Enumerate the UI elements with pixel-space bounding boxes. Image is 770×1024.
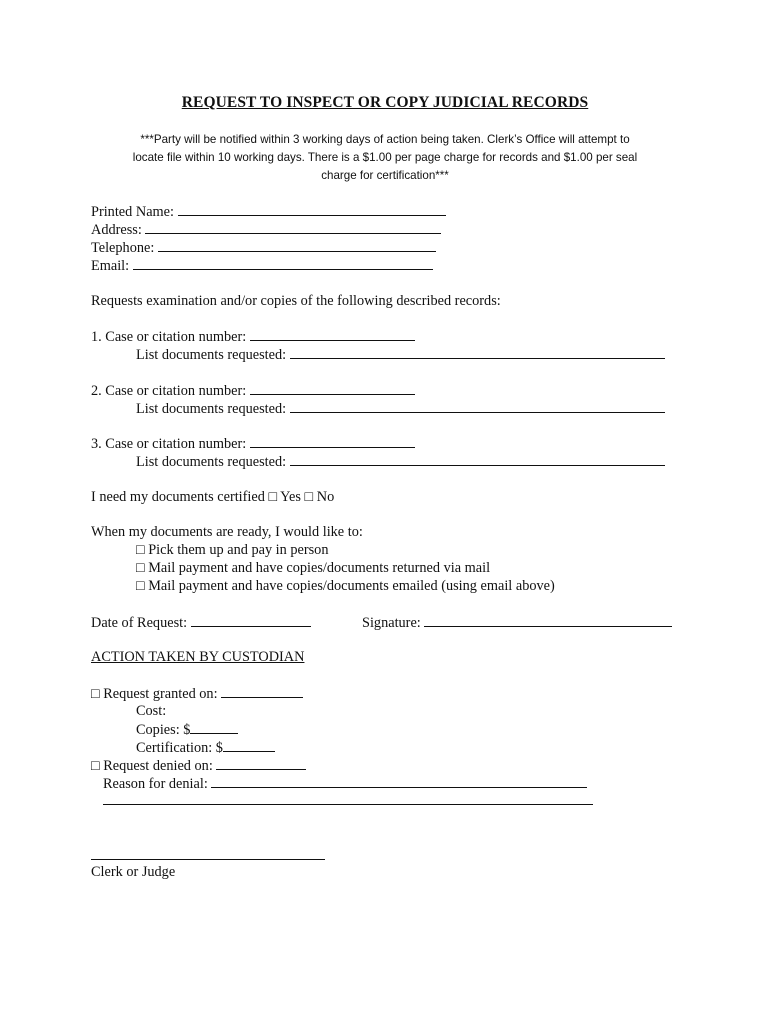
- documents-requested-label: List documents requested:: [136, 347, 287, 363]
- action-heading: ACTION TAKEN BY CUSTODIAN: [91, 649, 305, 665]
- notice-line: ***Party will be notified within 3 working days of action being taken. Clerk’s Office will attempt to: [140, 133, 630, 146]
- date-of-request-field: [91, 613, 311, 632]
- notice-line: charge for certification***: [321, 169, 449, 182]
- printed-name-field: [91, 202, 446, 221]
- signature-label: Signature:: [362, 615, 421, 631]
- case-number-field: [91, 381, 415, 400]
- clerk-signature-line[interactable]: [91, 859, 325, 860]
- documents-requested-input[interactable]: [290, 345, 665, 359]
- requests-intro: Requests examination and/or copies of the following described records:: [91, 293, 501, 309]
- copies-field: [136, 720, 238, 739]
- documents-requested-field: [136, 452, 665, 471]
- request-granted-checkbox[interactable]: □ Request granted on:: [91, 686, 218, 702]
- telephone-field: [91, 238, 436, 257]
- request-denied-field: [91, 756, 306, 775]
- documents-requested-label: List documents requested:: [136, 454, 287, 470]
- mail-return-option-checkbox[interactable]: □ Mail payment and have copies/documents returned via mail: [136, 560, 491, 576]
- certified-label: I need my documents certified: [91, 489, 265, 505]
- email-input[interactable]: [133, 256, 433, 270]
- notice-line: locate file within 10 working days. There is a $1.00 per page charge for records and $1.00 per seal: [132, 151, 638, 164]
- address-label: Address:: [91, 222, 142, 238]
- signature-field: [362, 613, 672, 632]
- copies-label: Copies: $: [136, 722, 191, 738]
- case-number-input[interactable]: [250, 434, 415, 448]
- request-denied-input[interactable]: [216, 756, 306, 770]
- date-of-request-label: Date of Request:: [91, 615, 188, 631]
- pickup-option-checkbox[interactable]: □ Pick them up and pay in person: [136, 542, 329, 558]
- denial-reason-field: [103, 774, 587, 793]
- email-field: [91, 256, 433, 275]
- documents-requested-field: [136, 399, 665, 418]
- delivery-intro: When my documents are ready, I would like to:: [91, 524, 363, 540]
- certification-field: [136, 738, 275, 757]
- copies-input[interactable]: [190, 720, 238, 734]
- telephone-label: Telephone:: [91, 240, 155, 256]
- address-input[interactable]: [145, 220, 441, 234]
- denial-reason-continuation-line[interactable]: [103, 804, 593, 805]
- request-granted-field: [91, 684, 303, 703]
- request-denied-checkbox[interactable]: □ Request denied on:: [91, 758, 213, 774]
- clerk-or-judge-label: Clerk or Judge: [91, 864, 176, 880]
- printed-name-label: Printed Name:: [91, 204, 174, 220]
- case-number-label: 3. Case or citation number:: [91, 436, 247, 452]
- denial-reason-label: Reason for denial:: [103, 776, 208, 792]
- signature-input[interactable]: [424, 613, 672, 627]
- notice-text: [90, 131, 680, 185]
- denial-reason-input[interactable]: [211, 774, 587, 788]
- date-of-request-input[interactable]: [191, 613, 311, 627]
- case-number-input[interactable]: [250, 381, 415, 395]
- form-title: REQUEST TO INSPECT OR COPY JUDICIAL RECORDS: [181, 94, 589, 111]
- case-number-label: 2. Case or citation number:: [91, 383, 247, 399]
- documents-requested-input[interactable]: [290, 399, 665, 413]
- telephone-input[interactable]: [158, 238, 436, 252]
- cost-label: Cost:: [136, 703, 167, 719]
- address-field: [91, 220, 441, 239]
- certified-yes-checkbox[interactable]: □ Yes: [268, 489, 301, 505]
- certification-label: Certification: $: [136, 740, 223, 756]
- documents-requested-label: List documents requested:: [136, 401, 287, 417]
- certified-question: [91, 488, 334, 506]
- case-number-field: [91, 327, 415, 346]
- certification-input[interactable]: [223, 738, 275, 752]
- case-number-input[interactable]: [250, 327, 415, 341]
- request-granted-input[interactable]: [221, 684, 303, 698]
- documents-requested-input[interactable]: [290, 452, 665, 466]
- printed-name-input[interactable]: [178, 202, 446, 216]
- email-label: Email:: [91, 258, 130, 274]
- documents-requested-field: [136, 345, 665, 364]
- case-number-field: [91, 434, 415, 453]
- email-option-checkbox[interactable]: □ Mail payment and have copies/documents emailed (using email above): [136, 578, 555, 594]
- case-number-label: 1. Case or citation number:: [91, 329, 247, 345]
- certified-no-checkbox[interactable]: □ No: [304, 489, 335, 505]
